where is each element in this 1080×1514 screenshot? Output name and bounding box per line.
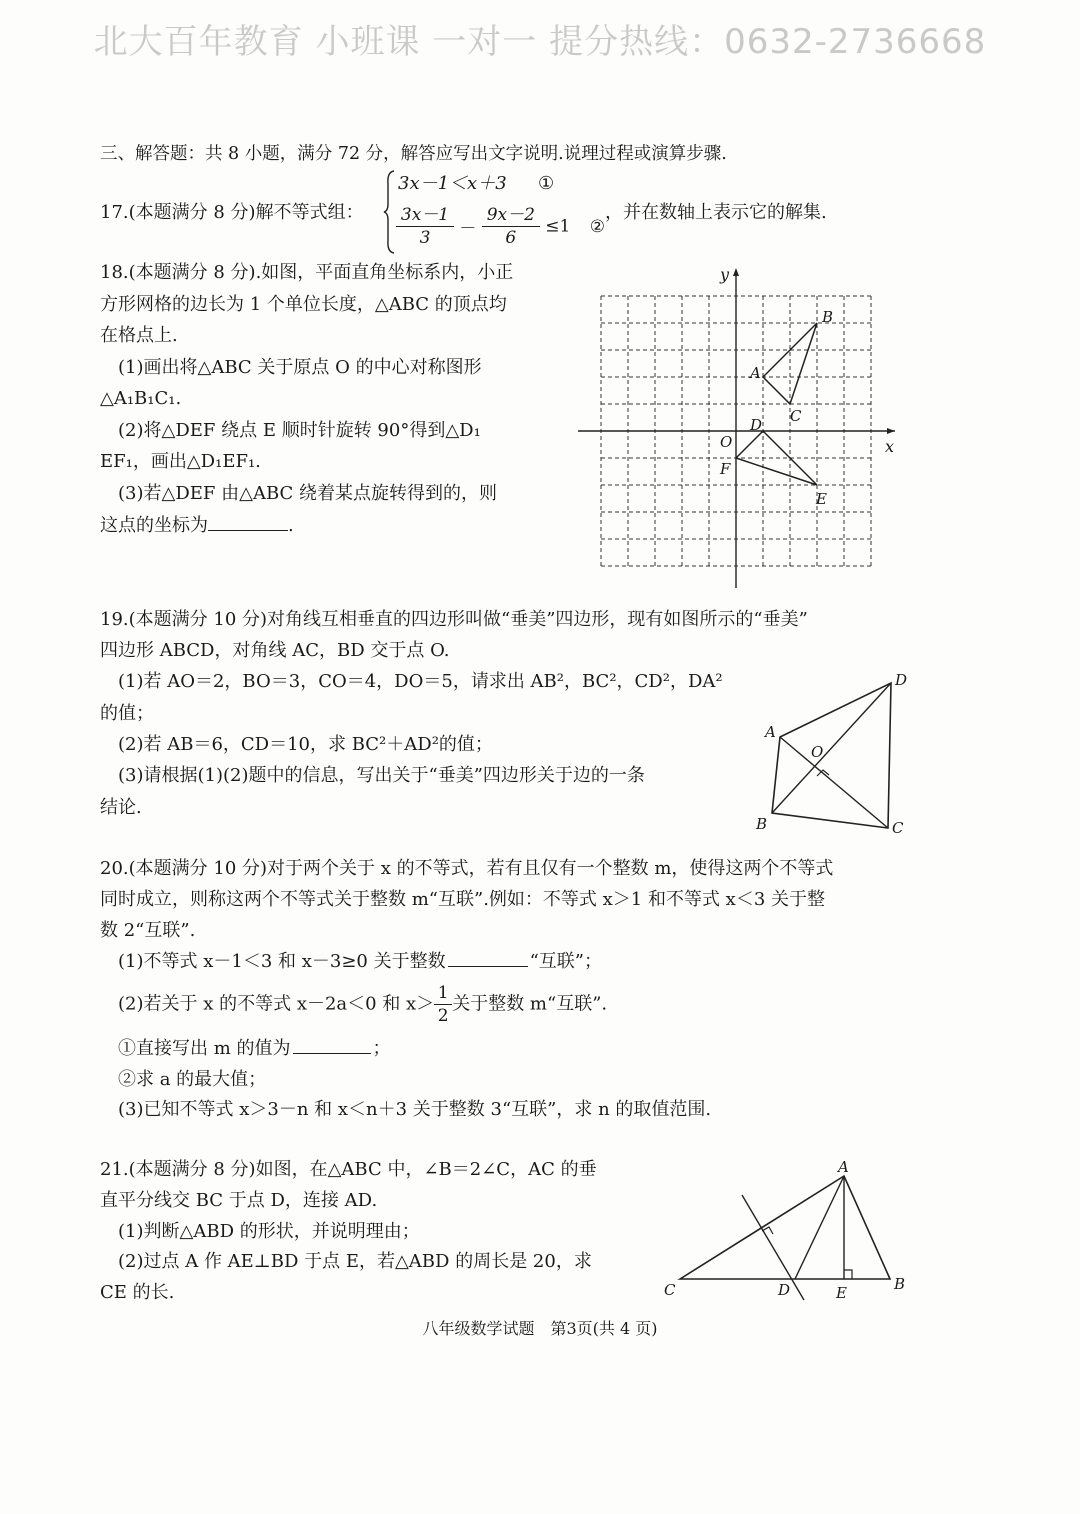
origin-label: O <box>720 433 733 451</box>
frac-den: 6 <box>505 228 517 248</box>
q18-line: (3)若△DEF 由△ABC 绕着某点旋转得到的，则 <box>118 483 498 504</box>
q21-line: 21.(本题满分 8 分)如图，在△ABC 中，∠B＝2∠C，AC 的垂 <box>100 1159 597 1180</box>
q17-inequality-1: 3x－1＜x＋3 <box>398 173 507 194</box>
q19-line: 19.(本题满分 10 分)对角线互相垂直的四边形叫做“垂美”四边形，现有如图所示的“垂美” <box>100 609 808 630</box>
q19-line: (2)若 AB＝6，CD＝10，求 BC²＋AD²的值； <box>118 734 493 755</box>
q19-line: 四边形 ABCD，对角线 AC，BD 交于点 O. <box>100 640 450 661</box>
q20-part-1-end: “互联”； <box>529 951 602 972</box>
q21-line: (2)过点 A 作 AE⊥BD 于点 E，若△ABD 的周长是 20，求 <box>118 1251 592 1272</box>
answer-blank[interactable] <box>293 1035 371 1054</box>
frac-num: 3x－1 <box>396 204 454 227</box>
point-a-label: A <box>765 723 776 741</box>
q20-part-3: (3)已知不等式 x＞3－n 和 x＜n＋3 关于整数 3“互联”，求 n 的取值范围. <box>118 1099 712 1120</box>
q18-line: 18.(本题满分 8 分).如图，平面直角坐标系内，小正 <box>100 262 514 283</box>
q18-line-text: 这点的坐标为 <box>100 515 208 536</box>
y-axis-label: y <box>720 265 730 284</box>
q21-triangle-figure <box>660 1155 910 1305</box>
q20-part-1 <box>118 948 602 976</box>
q19-line: 的值； <box>100 703 154 724</box>
q18-line: 在格点上. <box>100 325 178 346</box>
answer-blank[interactable] <box>448 948 528 967</box>
q18-line: 方形网格的边长为 1 个单位长度，△ABC 的顶点均 <box>100 294 507 315</box>
point-d-label: D <box>895 671 908 689</box>
watermark: 北大百年教育 小班课 一对一 提分热线：0632-2736668 <box>93 22 987 62</box>
q20-part-2a-end: ； <box>372 1038 391 1059</box>
x-axis-label: x <box>885 437 895 456</box>
q20-part-2-text: (2)若关于 x 的不等式 x－2a＜0 和 x＞ <box>118 993 435 1015</box>
q18-line: (1)画出将△ABC 关于原点 O 的中心对称图形 <box>118 357 482 378</box>
frac-den: 2 <box>437 1006 449 1026</box>
q17-prefix: 17.(本题满分 8 分)解不等式组： <box>100 202 364 223</box>
q17-mark-2: ② <box>589 216 605 237</box>
point-d-label: D <box>750 416 763 434</box>
q20-line: 20.(本题满分 10 分)对于两个关于 x 的不等式，若有且仅有一个整数 m，使得这两个不等式 <box>100 858 834 879</box>
point-e-label: E <box>836 1284 847 1302</box>
frac-num: 1 <box>434 982 452 1005</box>
q19-line: (3)请根据(1)(2)题中的信息，写出关于“垂美”四边形关于边的一条 <box>118 765 645 786</box>
leq-one: ≤1 <box>545 216 571 237</box>
diagonal-ac <box>780 737 888 828</box>
diagonal-bd <box>772 683 891 813</box>
q20-part-2a-text: ①直接写出 m 的值为 <box>118 1038 291 1059</box>
point-b-label: B <box>822 308 834 326</box>
q20-part-1-text: (1)不等式 x－1＜3 和 x－3≥0 关于整数 <box>118 951 446 972</box>
right-angle-mark <box>844 1270 852 1279</box>
section-title: 三、解答题：共 8 小题，满分 72 分，解答应写出文字说明.说理过程或演算步骤. <box>100 144 727 164</box>
q18-line: (2)将△DEF 绕点 E 顺时针旋转 90°得到△D₁ <box>118 420 481 441</box>
q18-line <box>100 512 294 540</box>
q18-line: △A₁B₁C₁. <box>100 388 182 409</box>
answer-blank[interactable] <box>208 512 288 531</box>
q21-line: 直平分线交 BC 于点 D，连接 AD. <box>100 1190 378 1211</box>
triangle-abc <box>680 1176 890 1279</box>
point-c-label: C <box>892 819 904 837</box>
q19-line: (1)若 AO＝2，BO＝3，CO＝4，DO＝5，请求出 AB²，BC²，CD²，DA² <box>118 671 723 692</box>
brace-icon <box>383 170 395 254</box>
frac-den: 3 <box>419 228 431 248</box>
quadrilateral-abcd <box>772 683 891 828</box>
point-c-label: C <box>664 1281 676 1299</box>
q18-coordinate-grid-figure <box>570 262 915 594</box>
point-e-label: E <box>816 490 827 508</box>
point-a-label: A <box>838 1158 849 1176</box>
q20-line: 数 2“互联”. <box>100 920 196 941</box>
q20-part-2 <box>118 982 607 1030</box>
page-footer: 八年级数学试题 第3页(共 4 页) <box>422 1319 658 1338</box>
point-c-label: C <box>790 407 802 425</box>
point-b-label: B <box>894 1275 906 1293</box>
x-axis-arrow-icon <box>887 428 895 434</box>
point-a-label: A <box>750 364 761 382</box>
q20-line: 同时成立，则称这两个不等式关于整数 m“互联”.例如：不等式 x＞1 和不等式 x＜3 关于整 <box>100 889 826 910</box>
y-axis-arrow-icon <box>733 268 739 276</box>
q21-line: CE 的长. <box>100 1282 175 1303</box>
point-o-label: O <box>811 743 824 761</box>
q18-line-end: . <box>288 515 294 536</box>
q19-line: 结论. <box>100 797 142 818</box>
q17-inequality-2 <box>396 204 605 249</box>
frac-num: 9x－2 <box>482 204 540 227</box>
q20-part-2-end: 关于整数 m“互联”. <box>452 993 608 1015</box>
q17-suffix: ，并在数轴上表示它的解集. <box>605 202 827 223</box>
q19-quadrilateral-figure <box>750 665 920 840</box>
triangle-abc <box>763 323 817 404</box>
q20-part-2a <box>118 1035 391 1063</box>
q18-line: EF₁，画出△D₁EF₁. <box>100 451 261 472</box>
perpendicular-bisector <box>742 1195 804 1300</box>
q21-line: (1)判断△ABD 的形状，并说明理由； <box>118 1221 420 1242</box>
point-f-label: F <box>720 460 731 478</box>
q17-mark-1: ① <box>538 173 555 194</box>
point-d-label: D <box>778 1281 791 1299</box>
point-b-label: B <box>756 815 768 833</box>
minus-sign: － <box>459 219 477 239</box>
q20-part-2b: ②求 a 的最大值； <box>118 1069 267 1090</box>
